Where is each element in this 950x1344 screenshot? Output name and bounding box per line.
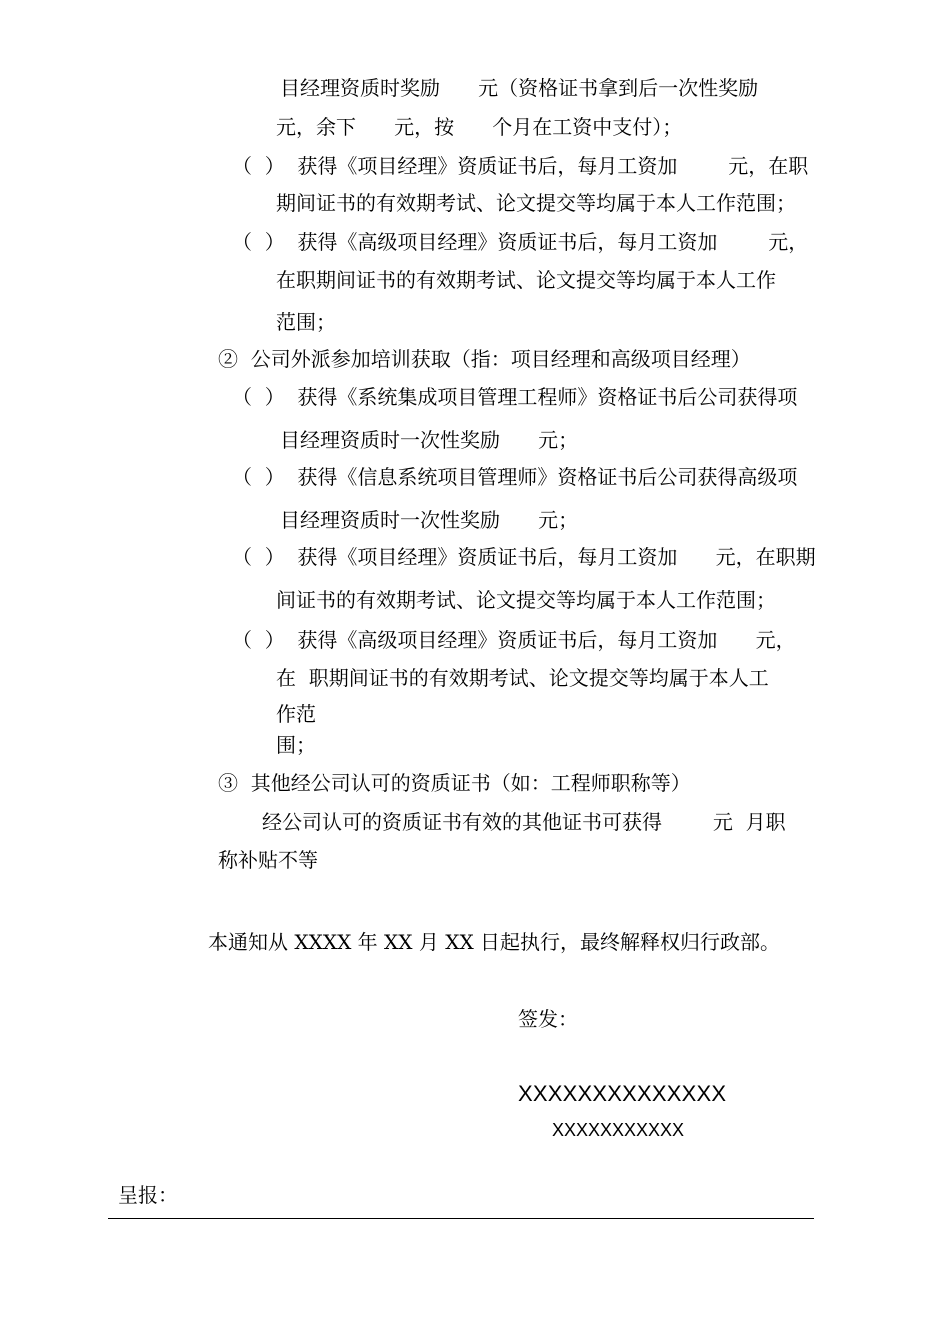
sign-name: XXXXXXXXXXXXXX xyxy=(518,1081,727,1106)
text-line-12: 目经理资质时一次性奖励 元； xyxy=(280,508,579,532)
bottom-divider xyxy=(108,1218,814,1219)
text-line-13: （ ） 获得《项目经理》资质证书后，每月工资加 元，在职期 xyxy=(232,545,816,569)
sign-label: 签发： xyxy=(518,1007,578,1031)
text-line-17: 作范 xyxy=(276,702,316,726)
text-line-1: 目经理资质时奖励 元（资格证书拿到后一次性奖励 xyxy=(280,76,759,100)
report-label: 呈报： xyxy=(118,1183,178,1207)
text-line-20: 经公司认可的资质证书有效的其他证书可获得 元 月职 xyxy=(262,810,786,834)
text-line-18: 围； xyxy=(276,733,316,757)
text-line-19: ③ 其他经公司认可的资质证书（如：工程师职称等） xyxy=(218,771,691,795)
text-line-4: 期间证书的有效期考试、论文提交等均属于本人工作范围； xyxy=(276,191,796,215)
sign-sub: XXXXXXXXXXX xyxy=(552,1120,685,1140)
text-line-5: （ ） 获得《高级项目经理》资质证书后，每月工资加 元， xyxy=(232,230,809,254)
text-line-9: （ ） 获得《系统集成项目管理工程师》资格证书后公司获得项 xyxy=(232,385,798,409)
text-line-15: （ ） 获得《高级项目经理》资质证书后，每月工资加 元， xyxy=(232,628,796,652)
text-line-7: 范围； xyxy=(276,310,336,334)
text-line-3: （ ） 获得《项目经理》资质证书后，每月工资加 元，在职 xyxy=(232,154,809,178)
text-line-10: 目经理资质时一次性奖励 元； xyxy=(280,428,579,452)
notice-text: 本通知从 XXXX 年 XX 月 XX 日起执行，最终解释权归行政部。 xyxy=(208,930,781,954)
text-line-11: （ ） 获得《信息系统项目管理师》资格证书后公司获得高级项 xyxy=(232,465,798,489)
text-line-14: 间证书的有效期考试、论文提交等均属于本人工作范围； xyxy=(276,588,776,612)
text-line-6: 在职期间证书的有效期考试、论文提交等均属于本人工作 xyxy=(276,268,776,292)
text-line-8: ② 公司外派参加培训获取（指：项目经理和高级项目经理） xyxy=(218,347,751,371)
text-line-16: 在 职期间证书的有效期考试、论文提交等均属于本人工 xyxy=(276,666,769,690)
text-line-21: 称补贴不等 xyxy=(218,848,318,872)
text-line-2: 元，余下 元，按 个月在工资中支付）； xyxy=(276,115,683,139)
